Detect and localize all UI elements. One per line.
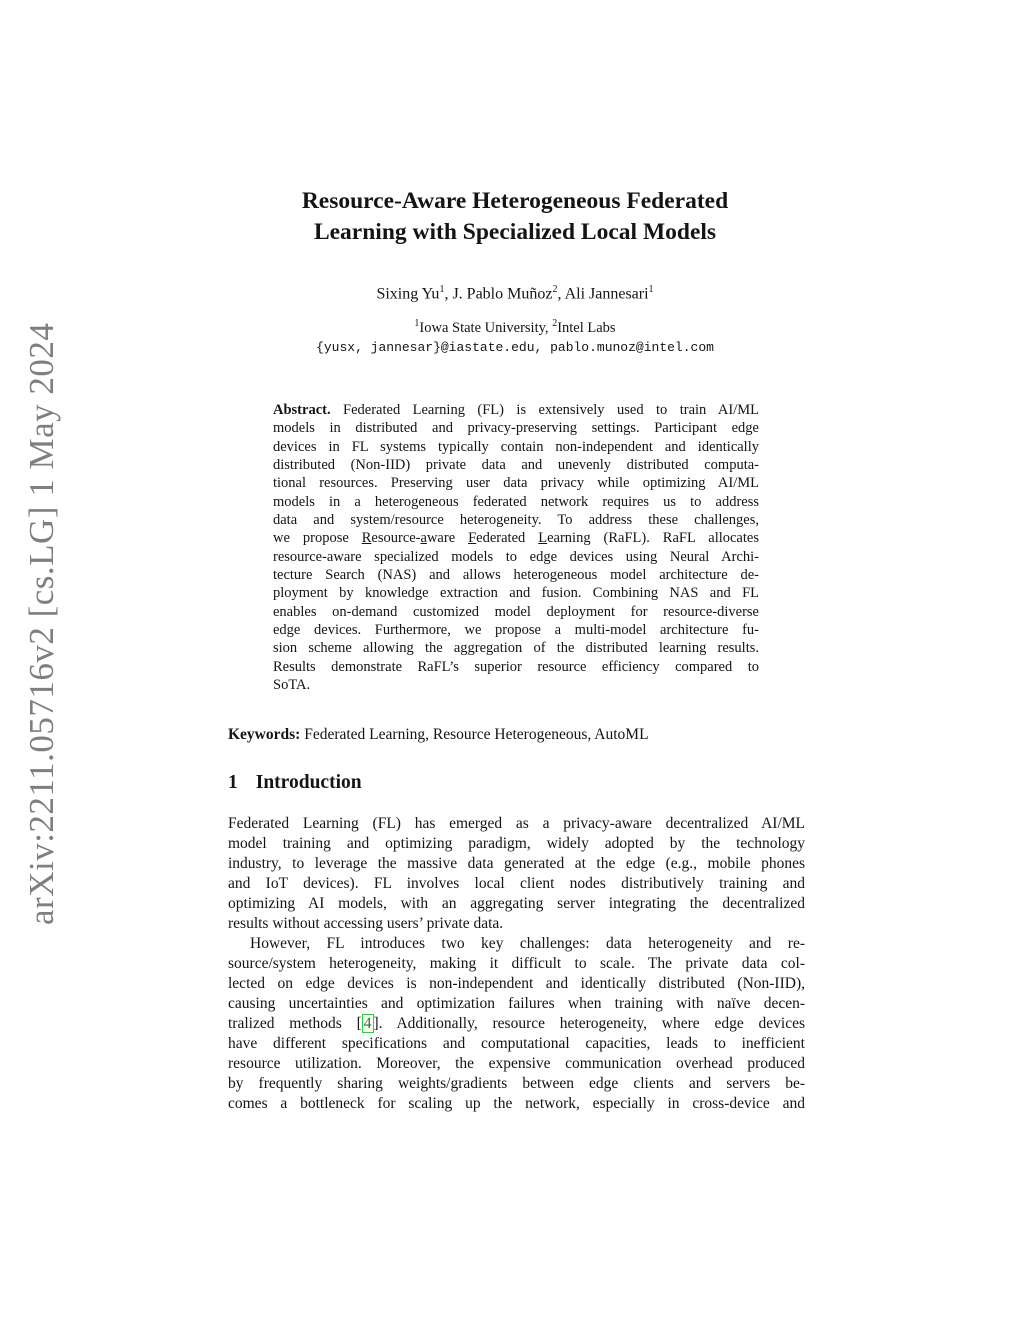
abstract-line: we propose Resource-aware Federated Learning (RaFL). RaFL allocates <box>273 530 759 547</box>
affil-mark: 1 <box>414 318 420 329</box>
abstract-line: resource-aware specialized models to edge devices using Neural Archi- <box>273 548 759 565</box>
author-name: Ali Jannesari <box>564 285 649 303</box>
body-line: resource utilization. Moreover, the expensive communication overhead produced <box>228 1055 805 1072</box>
paper-title <box>228 186 802 248</box>
title-line-2: Learning with Specialized Local Models <box>313 219 717 245</box>
abstract-line: edge devices. Furthermore, we propose a multi-model architecture fu- <box>273 622 759 639</box>
author-list: Sixing Yu$^1$, J. Pablo Muñoz$^2$, Ali Jannesari$^1$ <box>376 284 654 303</box>
section-number: 1 <box>228 772 238 793</box>
body-line: causing uncertainties and optimization failures when training with naïve decen- <box>228 995 805 1012</box>
body-line: lected on edge devices is non-independent and identically distributed (Non-IID), <box>228 975 805 992</box>
body-line: by frequently sharing weights/gradients between edge clients and servers be- <box>228 1075 805 1092</box>
author-name: Sixing Yu <box>376 285 440 303</box>
abstract-line: enables on-demand customized model deployment for resource-diverse <box>273 603 759 620</box>
section-heading <box>228 772 362 794</box>
body-line: However, FL introduces two key challenges: data heterogeneity and re- <box>250 935 805 952</box>
abstract-line: Abstract. Federated Learning (FL) is extensively used to train AI/ML <box>273 402 759 418</box>
author-name: J. Pablo Muñoz <box>452 285 553 303</box>
affiliation: Intel Labs <box>557 319 616 336</box>
body-line: optimizing AI models, with an aggregating server integrating the decentralized <box>228 895 805 912</box>
author-affil-mark: 1 <box>648 284 654 295</box>
abstract-line: SoTA. <box>273 677 311 694</box>
abstract-line: models in a heterogeneous federated network requires us to address <box>273 493 759 510</box>
affiliation: Iowa State University, <box>419 319 553 336</box>
body-line: comes a bottleneck for scaling up the network, especially in cross-device and <box>228 1095 805 1112</box>
author-emails: {yusx, jannesar}@iastate.edu, pablo.munoz@intel.com <box>316 340 714 355</box>
title-line-1: Resource-Aware Heterogeneous Federated <box>301 188 729 214</box>
abstract-line: models in distributed and privacy-preserving settings. Participant edge <box>273 420 759 437</box>
abstract-line: Results demonstrate RaFL’s superior resource efficiency compared to <box>273 658 759 675</box>
abstract-label: Abstract. <box>273 402 344 418</box>
body-line: source/system heterogeneity, making it difficult to scale. The private data col- <box>228 955 805 972</box>
arxiv-identifier: arXiv:2211.05716v2 [cs.LG] 1 May 2024 <box>22 322 61 925</box>
abstract-line: tional resources. Preserving user data privacy while optimizing AI/ML <box>273 475 759 492</box>
citation-link[interactable]: 4 <box>363 1015 372 1032</box>
body-line: model training and optimizing paradigm, widely adopted by the technology <box>228 835 805 852</box>
section-title: Introduction <box>255 772 362 793</box>
body-line: tralized methods [ 4 ]. Additionally, resource heterogeneity, where edge devices <box>228 1015 806 1032</box>
introduction-body <box>228 814 805 1114</box>
keywords-text: Federated Learning, Resource Heterogeneous, AutoML <box>304 726 649 743</box>
keywords <box>228 726 802 744</box>
body-line: Federated Learning (FL) has emerged as a privacy-aware decentralized AI/ML <box>228 815 805 832</box>
keywords-label: Keywords: <box>228 726 301 743</box>
affiliations <box>228 318 802 337</box>
abstract-line: ployment by knowledge extraction and fusion. Combining NAS and FL <box>273 585 759 602</box>
abstract <box>273 401 759 695</box>
body-line: and IoT devices). FL involves local client nodes distributively training and <box>228 875 805 892</box>
author-affil-mark: 1 <box>439 284 445 295</box>
abstract-line: tecture Search (NAS) and allows heterogeneous model architecture de- <box>273 567 759 584</box>
abstract-line: distributed (Non-IID) private data and unevenly distributed computa- <box>273 457 759 474</box>
abstract-line: devices in FL systems typically contain non-independent and identically <box>273 438 759 455</box>
body-line: results without accessing users’ private data. <box>228 915 504 932</box>
affil-mark: 2 <box>552 318 558 329</box>
author-affil-mark: 2 <box>552 284 558 295</box>
body-line: have different specifications and computational capacities, leads to inefficient <box>228 1035 805 1052</box>
body-line: industry, to leverage the massive data generated at the edge (e.g., mobile phones <box>228 855 805 872</box>
abstract-line: data and system/resource heterogeneity. To address these challenges, <box>273 512 759 529</box>
abstract-line: sion scheme allowing the aggregation of the distributed learning results. <box>273 640 759 657</box>
